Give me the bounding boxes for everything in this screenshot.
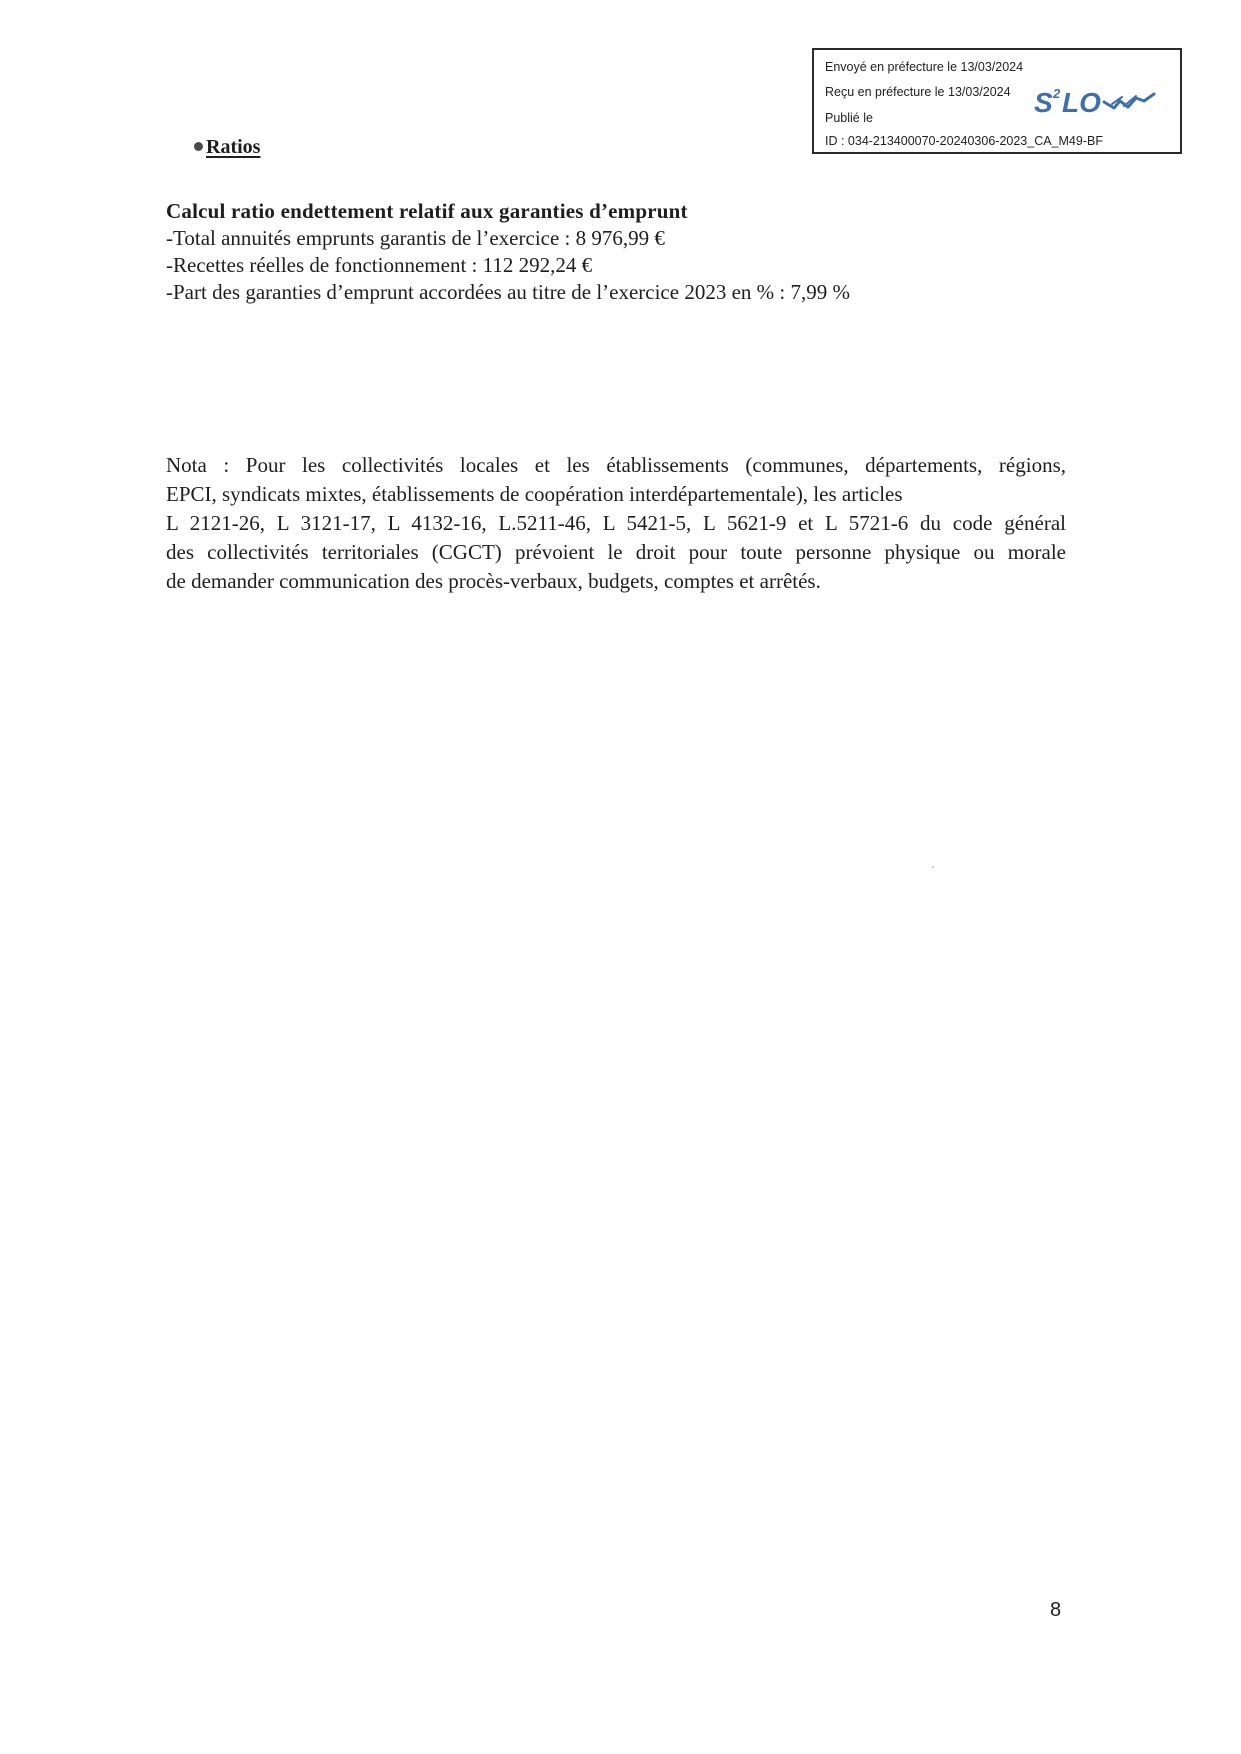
ratio-line-revenues: -Recettes réelles de fonctionnement : 112 292,24 €	[166, 253, 593, 277]
stamp-sent-date: Envoyé en préfecture le 13/03/2024	[825, 60, 1024, 74]
nota-line: Nota : Pour les collectivités locales et les établissements (communes, départements, régions,	[166, 453, 1066, 477]
svg-text:LO: LO	[1062, 87, 1101, 118]
nota-paragraph	[166, 451, 1066, 596]
ratio-block	[166, 198, 850, 306]
stamp-received-date: Reçu en préfecture le 13/03/2024	[825, 85, 1011, 99]
s2lo-logo	[1032, 84, 1162, 120]
section-heading	[194, 136, 260, 159]
stamp-id: ID : 034-213400070-20240306-2023_CA_M49-BF	[825, 134, 1103, 148]
nota-line: de demander communication des procès-verbaux, budgets, comptes et arrêtés.	[166, 569, 821, 593]
scan-speck	[932, 866, 934, 868]
nota-line: des collectivités territoriales (CGCT) prévoient le droit pour toute personne physique ou morale	[166, 540, 1066, 564]
section-heading-text: Ratios	[206, 136, 261, 158]
ratio-line-total-annuities: -Total annuités emprunts garantis de l’exercice : 8 976,99 €	[166, 226, 665, 250]
nota-line: L 2121-26, L 3121-17, L 4132-16, L.5211-46, L 5421-5, L 5621-9 et L 5721-6 du code général	[166, 511, 1066, 535]
ratio-line-guarantee-share: -Part des garanties d’emprunt accordées au titre de l’exercice 2023 en % : 7,99 %	[166, 280, 850, 304]
ratio-title: Calcul ratio endettement relatif aux garanties d’emprunt	[166, 199, 688, 223]
nota-line: EPCI, syndicats mixtes, établissements de coopération interdépartementale), les articles	[166, 482, 903, 506]
stamp-published: Publié le	[825, 111, 873, 125]
svg-text:S: S	[1034, 87, 1053, 118]
prefecture-stamp	[812, 48, 1182, 154]
svg-text:2: 2	[1053, 86, 1061, 101]
page-number: 8	[1050, 1599, 1062, 1621]
bullet-icon	[194, 142, 203, 151]
